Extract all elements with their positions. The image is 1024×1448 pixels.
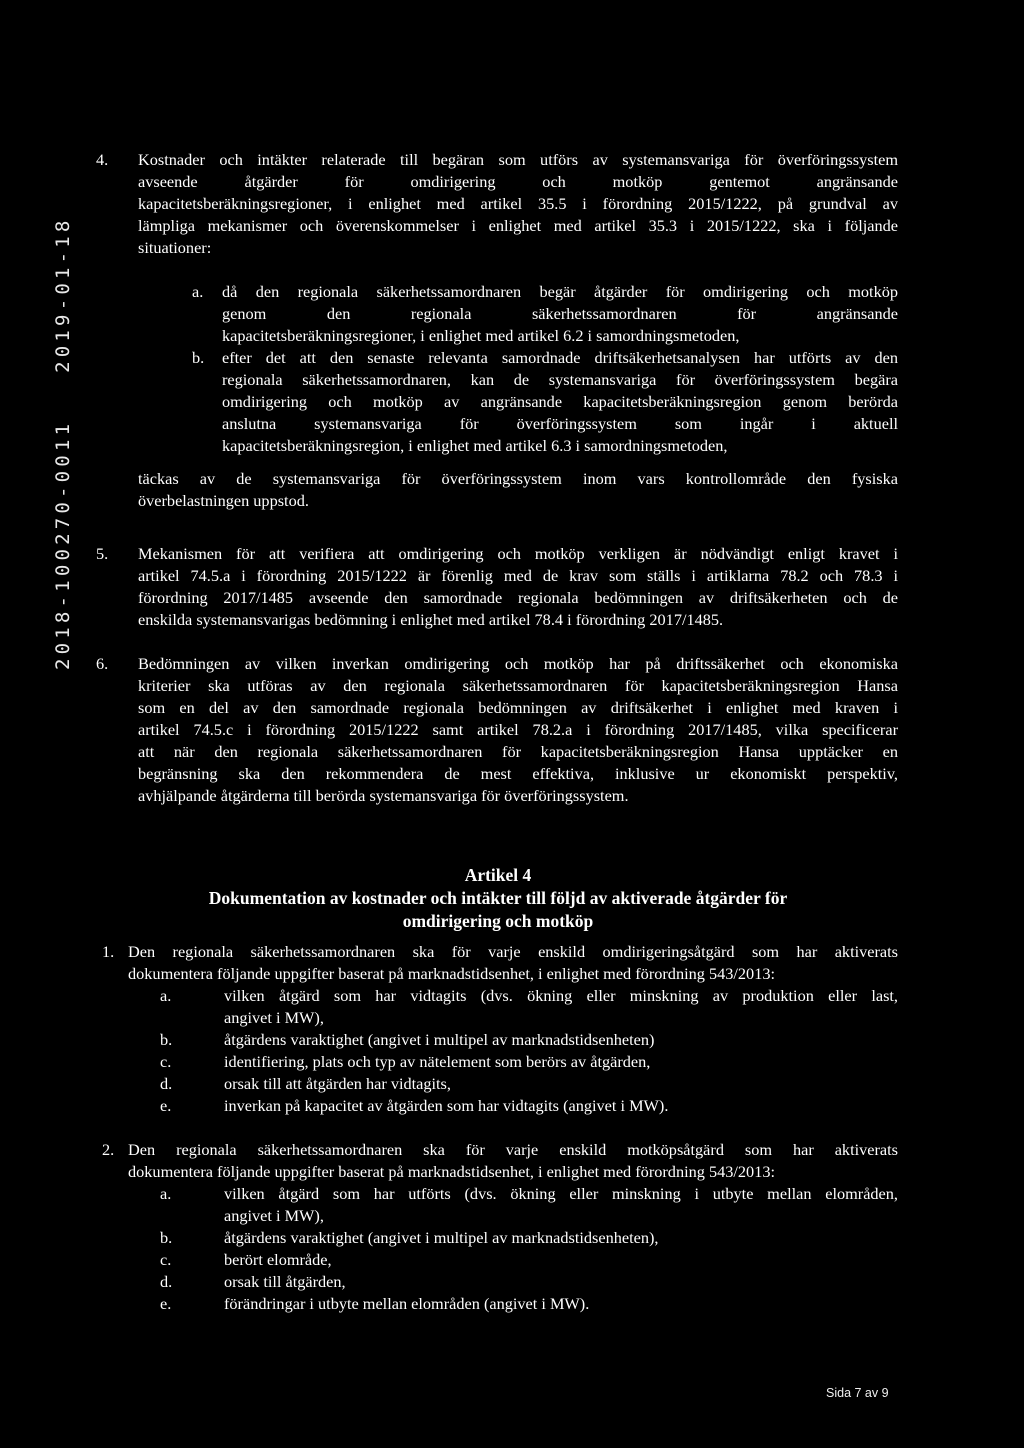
list-item: identifiering, plats och typ av nätelement som berörs av åtgärden, bbox=[224, 1052, 651, 1071]
item-4-conclusion: överbelastningen uppstod. bbox=[138, 491, 309, 510]
item-5-line: förordning 2017/1485 avseende den samordnade regionala bedömningen av driftsäkerheten och de bbox=[138, 588, 898, 607]
item-6-line: artikel 74.5.c i förordning 2015/1222 samt artikel 78.2.a i förordning 2017/1485, vilka specificerar bbox=[138, 720, 898, 739]
item-6-line: Bedömningen av vilken inverkan omdirigering och motköp har på driftssäkerhet och ekonomiska bbox=[138, 654, 898, 673]
article-title: Artikel 4 bbox=[464, 865, 532, 885]
list-item-label: e. bbox=[160, 1096, 172, 1115]
item-5-line: enskilda systemansvarigas bedömning i enlighet med artikel 78.4 i förordning 2017/1485. bbox=[138, 610, 724, 629]
page-number: Sida 7 av 9 bbox=[826, 1386, 889, 1400]
list-item: vilken åtgärd som har utförts (dvs. ökning eller minskning i utbyte mellan elområden, bbox=[224, 1184, 898, 1203]
list-item-label: d. bbox=[160, 1272, 173, 1291]
item-4-line: avseende åtgärder för omdirigering och motköp gentemot angränsande bbox=[138, 172, 898, 191]
article-paragraph-1-number: 1. bbox=[102, 942, 115, 961]
item-4a-line: då den regionala säkerhetssamordnaren begär åtgärder för omdirigering och motköp bbox=[222, 282, 898, 301]
item-5-line: Mekanismen för att verifiera att omdirigering och motköp verkligen är nödvändigt enligt kravet i bbox=[138, 544, 898, 563]
item-4b-line: regionala säkerhetssamordnaren, kan de systemansvariga för överföringssystem begära bbox=[222, 370, 898, 389]
article-paragraph-2-number: 2. bbox=[102, 1140, 115, 1159]
list-item: förändringar i utbyte mellan elområden (angivet i MW). bbox=[224, 1294, 590, 1313]
item-4b-label: b. bbox=[192, 348, 205, 367]
item-4a-line: kapacitetsberäkningsregioner, i enlighet med artikel 6.2 i samordningsmetoden, bbox=[222, 326, 740, 345]
item-4b-line: efter det att den senaste relevanta samordnade driftsäkerhetsanalysen har utförts av den bbox=[222, 348, 898, 367]
list-item: åtgärdens varaktighet (angivet i multipel av marknadstidsenheten), bbox=[224, 1228, 659, 1247]
item-6-line: kriterier ska utföras av den regionala säkerhetssamordnaren för kapacitetsberäkningsregion Hansa bbox=[138, 676, 898, 695]
item-6-line: som en del av den samordnade regionala bedömningen av driftsäkerhet i enlighet med kraven i bbox=[138, 698, 898, 717]
item-5-number: 5. bbox=[96, 544, 109, 563]
article-paragraph-1-line: dokumentera följande uppgifter baserat på marknadstidsenhet, i enlighet med förordning 543/2013: bbox=[128, 964, 775, 983]
list-item: inverkan på kapacitet av åtgärden som har vidtagits (angivet i MW). bbox=[224, 1096, 669, 1115]
item-4a-line: genom den regionala säkerhetssamordnaren för angränsande bbox=[222, 304, 898, 323]
list-item: orsak till att åtgärden har vidtagits, bbox=[224, 1074, 451, 1093]
article-paragraph-1-line: Den regionala säkerhetssamordnaren ska för varje enskild omdirigeringsåtgärd som har aktiverats bbox=[128, 942, 898, 961]
item-4b-line: anslutna systemansvariga för överföringssystem som ingår i aktuell bbox=[222, 414, 898, 433]
item-6-line: att när den regionala säkerhetssamordnaren för kapacitetsberäkningsregion Hansa upptäcker en bbox=[138, 742, 898, 761]
item-4-line: kapacitetsberäkningsregioner, i enlighet med artikel 35.5 i förordning 2015/1222, på grundval av bbox=[138, 194, 898, 213]
article-subtitle: Dokumentation av kostnader och intäkter till följd av aktiverade åtgärder för bbox=[208, 888, 788, 908]
item-6-line: begränsning ska den rekommendera de mest effektiva, inklusive ur ekonomiskt perspektiv, bbox=[138, 764, 898, 783]
list-item-label: b. bbox=[160, 1228, 173, 1247]
article-paragraph-2-line: dokumentera följande uppgifter baserat på marknadstidsenhet, i enlighet med förordning 543/2013: bbox=[128, 1162, 775, 1181]
item-4-line: Kostnader och intäkter relaterade till begäran som utförs av systemansvariga för överföringssystem bbox=[138, 150, 898, 169]
list-item: vilken åtgärd som har vidtagits (dvs. ökning eller minskning av produktion eller last, bbox=[224, 986, 898, 1005]
list-item: angivet i MW), bbox=[224, 1008, 324, 1027]
item-4b-line: kapacitetsberäkningsregion, i enlighet med artikel 6.3 i samordningsmetoden, bbox=[222, 436, 728, 455]
item-4-line: situationer: bbox=[138, 238, 212, 257]
document-stamp: 2018-100270-0011 2019-01-18 bbox=[52, 216, 74, 670]
article-subtitle: omdirigering och motköp bbox=[402, 911, 594, 931]
list-item: orsak till åtgärden, bbox=[224, 1272, 346, 1291]
item-4-conclusion: täckas av de systemansvariga för överföringssystem inom vars kontrollområde den fysiska bbox=[138, 469, 898, 488]
list-item-label: c. bbox=[160, 1052, 172, 1071]
article-paragraph-2-line: Den regionala säkerhetssamordnaren ska för varje enskild motköpsåtgärd som har aktiverats bbox=[128, 1140, 898, 1159]
list-item: åtgärdens varaktighet (angivet i multipel av marknadstidsenheten) bbox=[224, 1030, 655, 1049]
item-4-line: lämpliga mekanismer och överenskommelser i enlighet med artikel 35.3 i 2015/1222, ska i följande bbox=[138, 216, 898, 235]
item-4-number: 4. bbox=[96, 150, 109, 169]
item-4a-label: a. bbox=[192, 282, 204, 301]
list-item-label: b. bbox=[160, 1030, 173, 1049]
item-5-line: artikel 74.5.a i förordning 2015/1222 är förenlig med de krav som ställs i artiklarna 78.2 och 78.3 i bbox=[138, 566, 898, 585]
list-item-label: d. bbox=[160, 1074, 173, 1093]
item-6-number: 6. bbox=[96, 654, 109, 673]
list-item: berört elområde, bbox=[224, 1250, 332, 1269]
list-item-label: e. bbox=[160, 1294, 172, 1313]
list-item-label: a. bbox=[160, 986, 172, 1005]
list-item-label: c. bbox=[160, 1250, 172, 1269]
list-item: angivet i MW), bbox=[224, 1206, 324, 1225]
item-4b-line: omdirigering och motköp av angränsande kapacitetsberäkningsregion genom berörda bbox=[222, 392, 898, 411]
list-item-label: a. bbox=[160, 1184, 172, 1203]
item-6-line: avhjälpande åtgärderna till berörda systemansvariga för överföringssystem. bbox=[138, 786, 629, 805]
